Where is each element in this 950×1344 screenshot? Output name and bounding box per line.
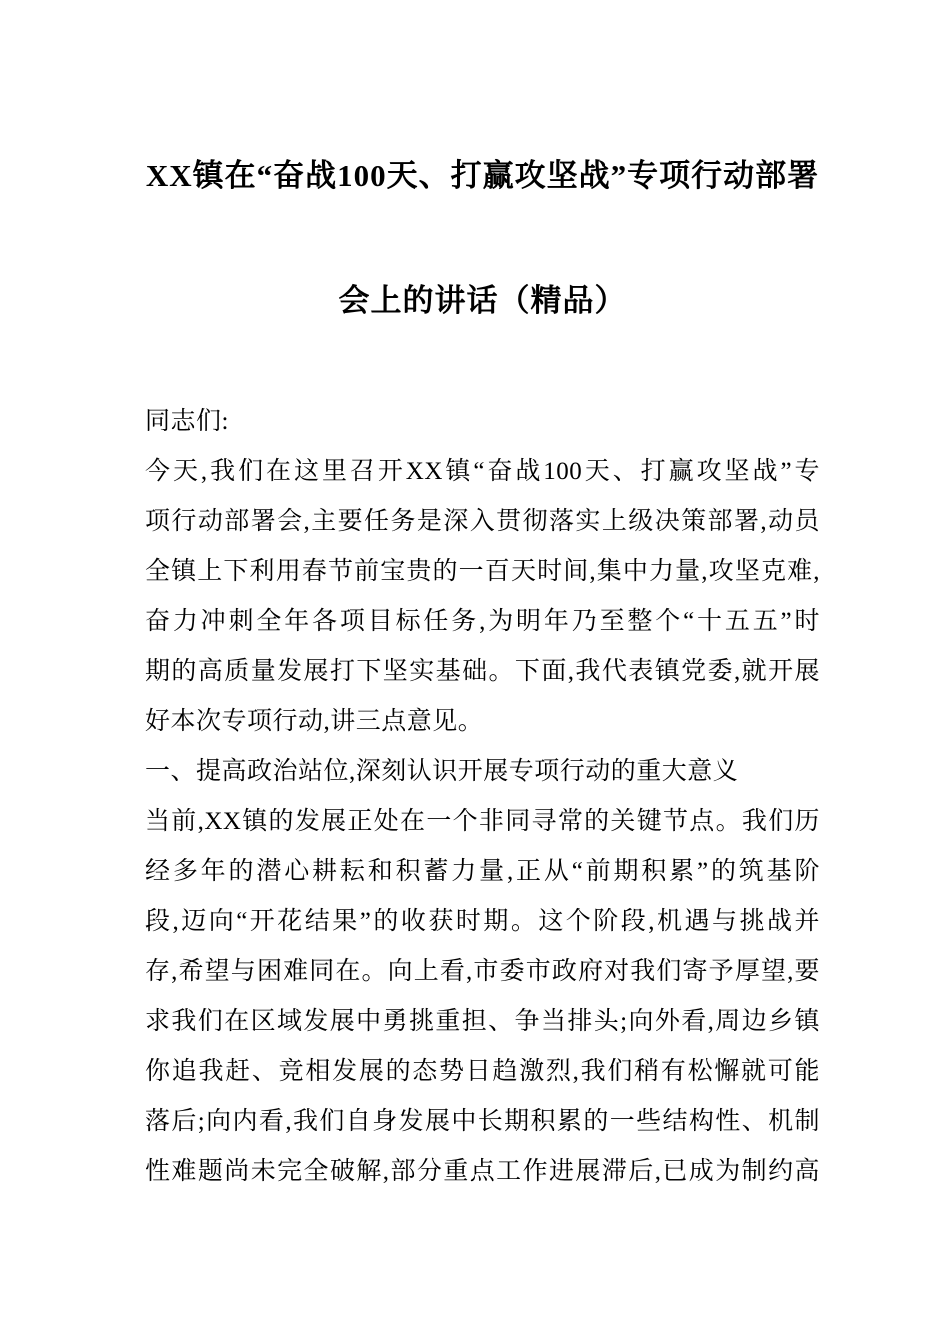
body-line: 性难题尚未完全破解,部分重点工作进展滞后,已成为制约高 xyxy=(145,1158,820,1185)
body-line: 当前,XX镇的发展正处在一个非同寻常的关键节点。我们历 xyxy=(145,808,820,835)
body-line: 落后;向内看,我们自身发展中长期积累的一些结构性、机制 xyxy=(145,1108,820,1135)
document-title-line-1: XX镇在“奋战100天、打赢攻坚战”专项行动部署 xyxy=(145,158,820,193)
body-line: 经多年的潜心耕耘和积蓄力量,正从“前期积累”的筑基阶 xyxy=(145,858,820,885)
document-title-line-2: 会上的讲话（精品） xyxy=(338,283,627,318)
body-line: 全镇上下利用春节前宝贵的一百天时间,集中力量,攻坚克难, xyxy=(145,558,820,585)
body-line: 求我们在区域发展中勇挑重担、争当排头;向外看,周边乡镇 xyxy=(145,1008,820,1035)
body-line: 存,希望与困难同在。向上看,市委市政府对我们寄予厚望,要 xyxy=(145,958,820,985)
body-line: 段,迈向“开花结果”的收获时期。这个阶段,机遇与挑战并 xyxy=(145,908,820,935)
body-line: 你追我赶、竞相发展的态势日趋激烈,我们稍有松懈就可能 xyxy=(145,1058,820,1085)
document-body xyxy=(145,397,820,1197)
body-line: 同志们: xyxy=(145,408,229,435)
body-line: 奋力冲刺全年各项目标任务,为明年乃至整个“十五五”时 xyxy=(145,608,820,635)
body-line: 项行动部署会,主要任务是深入贯彻落实上级决策部署,动员 xyxy=(145,508,820,535)
body-line: 好本次专项行动,讲三点意见。 xyxy=(145,708,484,735)
body-line: 期的高质量发展打下坚实基础。下面,我代表镇党委,就开展 xyxy=(145,658,820,685)
body-line: 今天,我们在这里召开XX镇“奋战100天、打赢攻坚战”专 xyxy=(145,458,820,485)
body-line: 一、提高政治站位,深刻认识开展专项行动的重大意义 xyxy=(145,758,739,785)
